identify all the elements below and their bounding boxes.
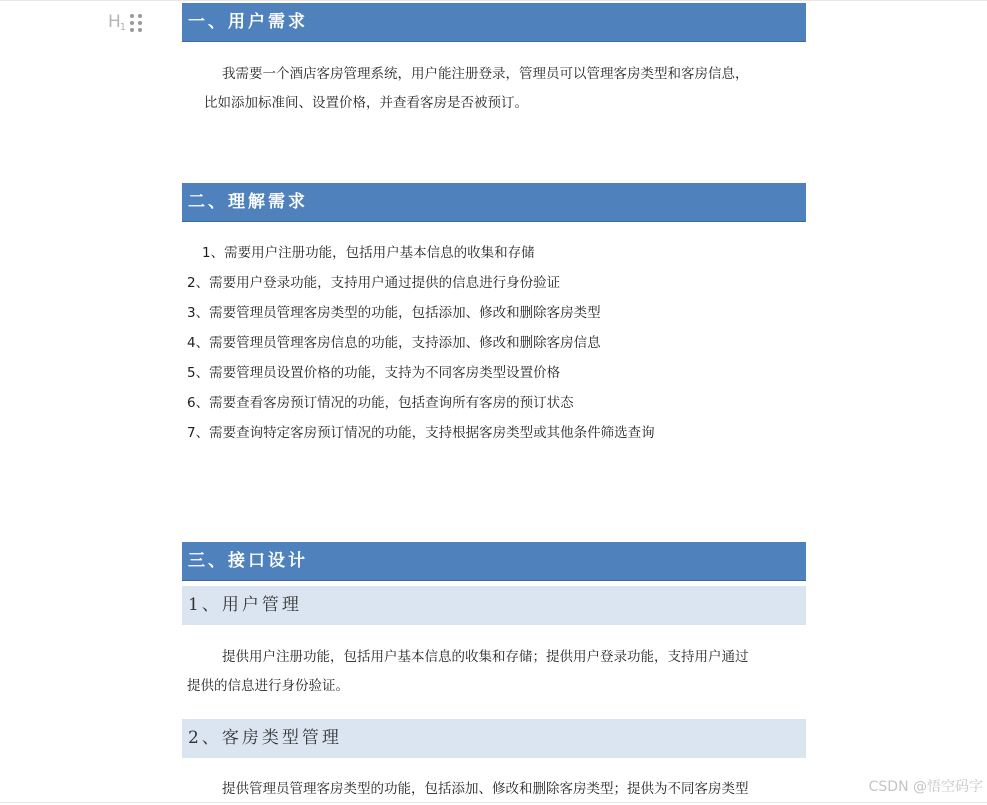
subsection-1-paragraph-line-2: 提供的信息进行身份验证。 — [187, 678, 349, 694]
heading-handle[interactable] — [108, 12, 142, 33]
list-item: 3、需要管理员管理客房类型的功能，包括添加、修改和删除客房类型 — [187, 305, 601, 321]
subsection-heading-user-management: 1、用户管理 — [182, 586, 806, 625]
subsection-heading-room-type-management: 2、客房类型管理 — [182, 719, 806, 758]
csdn-watermark: CSDN @悟空码字 — [868, 779, 983, 795]
subsection-2-paragraph-line-1: 提供管理员管理客房类型的功能，包括添加、修改和删除客房类型；提供为不同客房类型 — [222, 781, 749, 797]
top-divider — [0, 0, 987, 1]
section-heading-3: 三、接口设计 — [182, 542, 806, 581]
subsection-1-paragraph-line-1: 提供用户注册功能，包括用户基本信息的收集和存储；提供用户登录功能，支持用户通过 — [222, 649, 749, 665]
section-1-paragraph-line-2: 比如添加标准间、设置价格，并查看客房是否被预订。 — [204, 95, 528, 111]
list-item: 7、需要查询特定客房预订情况的功能，支持根据客房类型或其他条件筛选查询 — [187, 425, 655, 441]
section-heading-1: 一、用户需求 — [182, 3, 806, 42]
list-item: 1、需要用户注册功能，包括用户基本信息的收集和存储 — [202, 245, 535, 261]
section-heading-2: 二、理解需求 — [182, 183, 806, 222]
list-item: 6、需要查看客房预订情况的功能，包括查询所有客房的预订状态 — [187, 395, 574, 411]
bottom-divider — [0, 802, 987, 803]
list-item: 5、需要管理员设置价格的功能，支持为不同客房类型设置价格 — [187, 365, 561, 381]
list-item: 2、需要用户登录功能，支持用户通过提供的信息进行身份验证 — [187, 275, 561, 291]
drag-handle-icon[interactable] — [130, 14, 142, 32]
list-item: 4、需要管理员管理客房信息的功能，支持添加、修改和删除客房信息 — [187, 335, 601, 351]
heading-level-icon[interactable]: $H_1$ — [108, 12, 126, 33]
section-1-paragraph-line-1: 我需要一个酒店客房管理系统，用户能注册登录，管理员可以管理客房类型和客房信息， — [222, 66, 749, 82]
